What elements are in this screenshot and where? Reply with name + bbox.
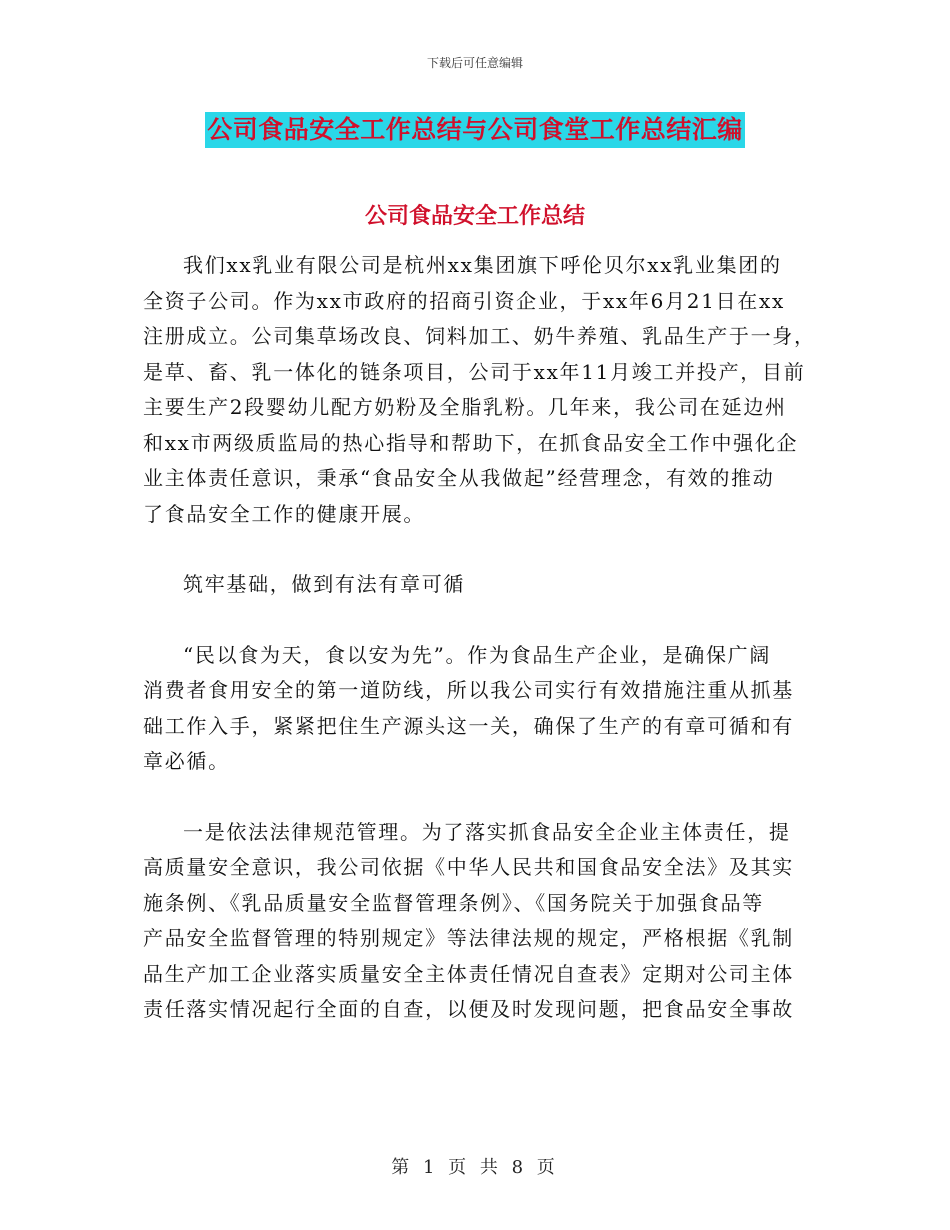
text-line: 础工作入手，紧紧把住生产源头这一关，确保了生产的有章可循和有: [143, 713, 794, 738]
paragraph-gap: [143, 603, 805, 638]
text-line: “民以食为天，食以安为先”。作为食品生产企业，是确保广阔: [183, 642, 772, 667]
text-line: 主要生产2段婴幼儿配方奶粉及全脂乳粉。几年来，我公司在延边州: [143, 395, 787, 419]
text-line: 业主体责任意识，秉承“食品安全从我做起”经营理念，有效的推动: [143, 466, 775, 490]
text-line: 和xx市两级质监局的热心指导和帮助下，在抓食品安全工作中强化企: [143, 430, 799, 455]
text-line: 了食品安全工作的健康开展。: [143, 501, 426, 526]
text-line: 品生产加工企业落实质量安全主体责任情况自查表》定期对公司主体: [143, 961, 794, 986]
document-title-text: 公司食品安全工作总结与公司食堂工作总结汇编: [205, 112, 745, 148]
text-line: 高质量安全意识，我公司依据《中华人民共和国食品安全法》及其实: [143, 855, 794, 879]
document-title: [0, 112, 950, 148]
page-header-note: 下载后可任意编辑: [426, 56, 523, 70]
text-line: 产品安全监督管理的特别规定》等法律法规的规定，严格根据《乳制: [143, 926, 794, 950]
text-line: 施条例、《乳品质量安全监督管理条例》、《国务院关于加强食品等: [143, 890, 764, 915]
subheading-foundation: [143, 567, 805, 603]
document-body: [143, 248, 816, 1028]
text-line: 一是依法法律规范管理。为了落实抓食品安全企业主体责任，提: [183, 819, 791, 844]
paragraph-intro: [143, 248, 816, 532]
text-line: 注册成立。公司集草场改良、饲料加工、奶牛养殖、乳品生产于一身，: [143, 324, 816, 348]
text-line: 我们xx乳业有限公司是杭州xx集团旗下呼伦贝尔xx乳业集团的: [183, 253, 782, 277]
text-line: 是草、畜、乳一体化的链条项目，公司于xx年11月竣工并投产，目前: [143, 359, 806, 384]
paragraph-legal-management: [143, 815, 805, 1028]
text-line: 责任落实情况起行全面的自查，以便及时发现问题，把食品安全事故: [143, 997, 794, 1021]
text-line: 消费者食用安全的第一道防线，所以我公司实行有效措施注重从抓基: [143, 678, 794, 702]
page-number-footer: 第 1 页 共 8 页: [391, 1157, 559, 1178]
paragraph-gap: [143, 780, 805, 815]
paragraph-gap: [143, 532, 805, 567]
section-title: 公司食品安全工作总结: [364, 203, 585, 229]
paragraph-food-safety: [143, 638, 805, 780]
text-line: 全资子公司。作为xx市政府的招商引资企业，于xx年6月21日在xx: [143, 288, 785, 313]
text-line: 章必循。: [143, 749, 230, 773]
text-line: 筑牢基础，做到有法有章可循: [183, 572, 466, 596]
